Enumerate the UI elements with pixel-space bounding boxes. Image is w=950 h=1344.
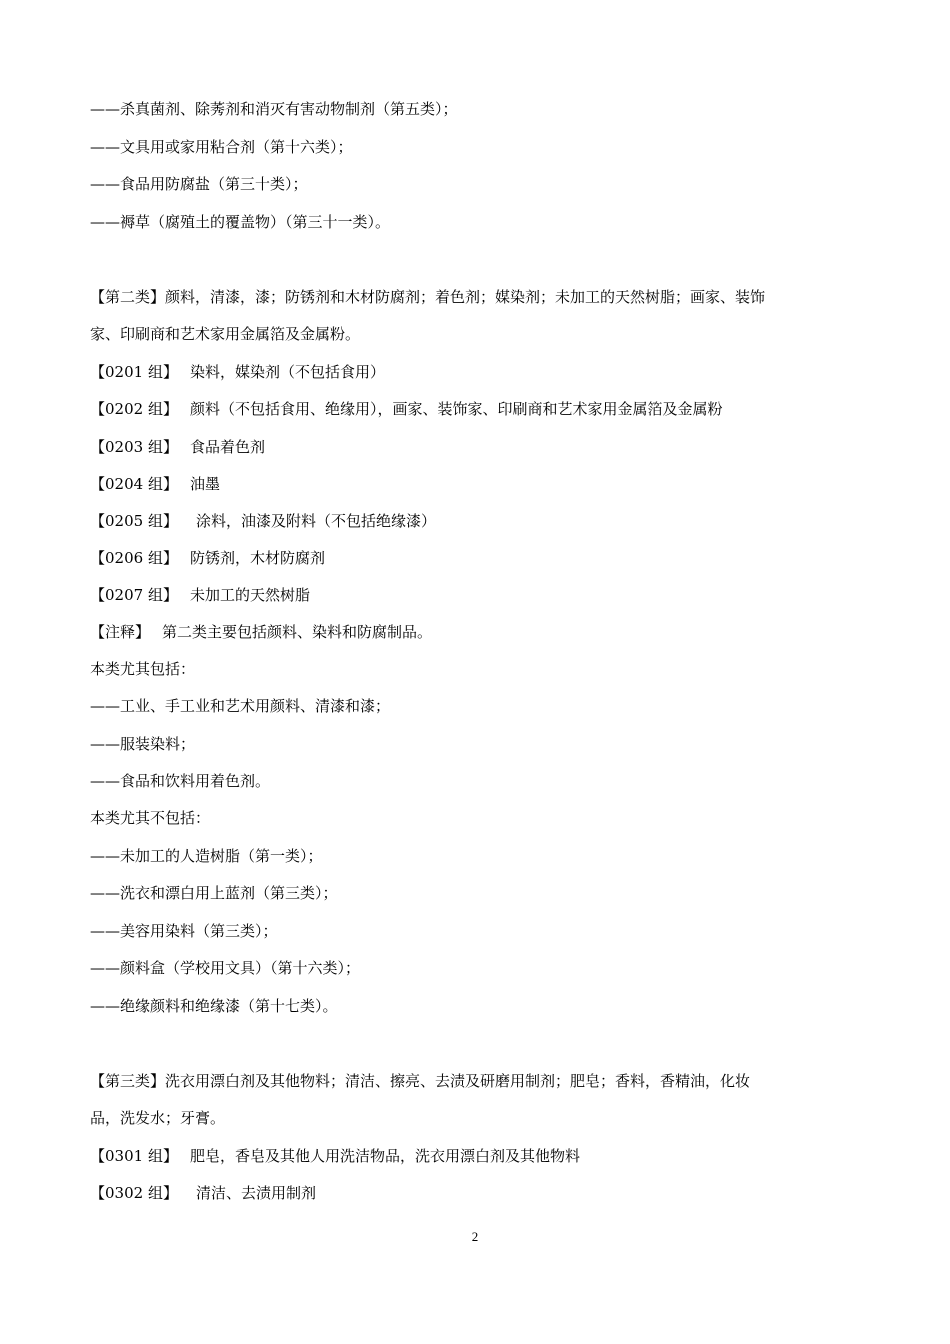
note-row: [90, 622, 860, 642]
note-label: 【注释】: [90, 623, 151, 641]
class-heading: 【第二类】颜料，清漆，漆；防锈剂和木材防腐剂；着色剂；媒染剂；未加工的天然树脂；画家、装饰: [90, 288, 766, 306]
class-heading: 【第三类】洗衣用漂白剂及其他物料；清洁、擦亮、去渍及研磨用制剂；肥皂；香料，香精油，化妆: [90, 1072, 751, 1090]
group-row: [90, 437, 860, 457]
group-row: [90, 1183, 860, 1203]
text-line: ——食品用防腐盐（第三十类）；: [90, 175, 308, 193]
group-code: 【0207 组】: [90, 586, 178, 604]
group-description: 肥皂，香皂及其他人用洗洁物品，洗衣用漂白剂及其他物料: [189, 1147, 580, 1165]
group-description: 油墨: [189, 475, 220, 493]
group-description: 涂料，油漆及附料（不包括绝缘漆）: [195, 512, 436, 530]
text-line: ——工业、手工业和艺术用颜料、清漆和漆；: [90, 697, 391, 715]
page-number: 2: [471, 1229, 479, 1244]
class-heading-continued: 品，洗发水；牙膏。: [90, 1109, 226, 1127]
group-row: [90, 585, 860, 605]
group-description: 染料，媒染剂（不包括食用）: [189, 363, 385, 381]
group-row: [90, 1146, 860, 1166]
text-line: ——服装染料；: [90, 735, 196, 753]
text-line: ——美容用染料（第三类）；: [90, 922, 278, 940]
group-row: [90, 511, 860, 531]
text-line: ——褥草（腐殖土的覆盖物）（第三十一类）。: [90, 213, 391, 231]
group-code: 【0201 组】: [90, 363, 178, 381]
group-code: 【0203 组】: [90, 438, 178, 456]
group-code: 【0302 组】: [90, 1184, 178, 1202]
text-line: ——未加工的人造树脂（第一类）；: [90, 847, 323, 865]
group-description: 防锈剂，木材防腐剂: [189, 549, 325, 567]
text-line: ——杀真菌剂、除莠剂和消灭有害动物制剂（第五类）；: [90, 100, 458, 118]
group-row: [90, 399, 860, 419]
group-description: 颜料（不包括食用、绝缘用），画家、装饰家、印刷商和艺术家用金属箔及金属粉: [189, 400, 723, 418]
text-line: 本类尤其包括：: [90, 660, 196, 678]
group-description: 食品着色剂: [189, 438, 265, 456]
group-code: 【0202 组】: [90, 400, 178, 418]
group-description: 未加工的天然树脂: [189, 586, 310, 604]
text-line: ——文具用或家用粘合剂（第十六类）；: [90, 138, 353, 156]
note-text: 第二类主要包括颜料、染料和防腐制品。: [162, 623, 433, 641]
group-code: 【0205 组】: [90, 512, 178, 530]
group-code: 【0301 组】: [90, 1147, 178, 1165]
group-row: [90, 548, 860, 568]
group-row: [90, 474, 860, 494]
text-line: ——食品和饮料用着色剂。: [90, 772, 271, 790]
group-description: 清洁、去渍用制剂: [195, 1184, 316, 1202]
text-line: ——颜料盒（学校用文具）（第十六类）；: [90, 959, 361, 977]
text-line: ——洗衣和漂白用上蓝剂（第三类）；: [90, 884, 338, 902]
group-row: [90, 362, 860, 382]
text-line: 本类尤其不包括：: [90, 809, 211, 827]
group-code: 【0204 组】: [90, 475, 178, 493]
class-heading-continued: 家、印刷商和艺术家用金属箔及金属粉。: [90, 325, 361, 343]
group-code: 【0206 组】: [90, 549, 178, 567]
text-line: ——绝缘颜料和绝缘漆（第十七类）。: [90, 997, 338, 1015]
